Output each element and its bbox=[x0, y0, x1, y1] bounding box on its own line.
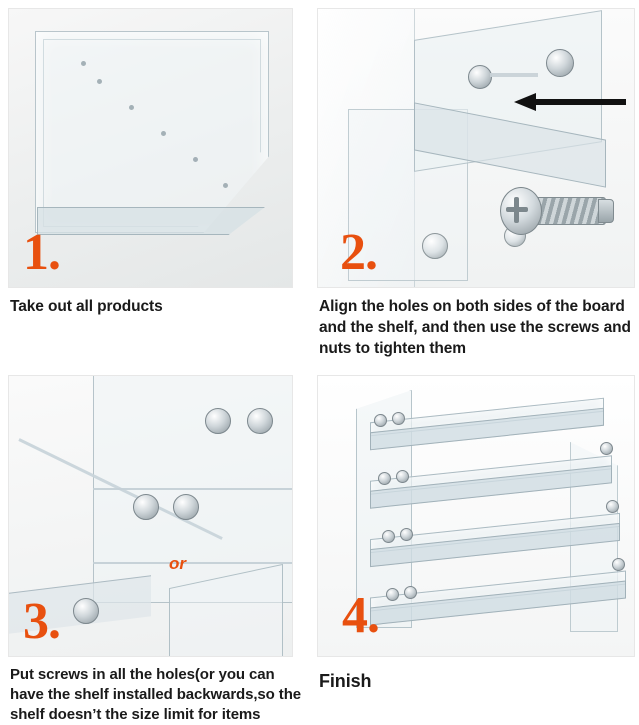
panel-hole bbox=[81, 61, 86, 66]
screw-tip bbox=[598, 199, 614, 223]
shelf-divider-line bbox=[93, 562, 293, 564]
screw-alignment-line bbox=[490, 73, 538, 77]
arrow-head bbox=[514, 93, 536, 111]
step-1-photo bbox=[8, 8, 293, 288]
installed-screw-head bbox=[546, 49, 574, 77]
step-4-caption: Finish bbox=[319, 671, 372, 691]
step-4-number: 4. bbox=[342, 587, 379, 644]
installed-screw-head bbox=[612, 558, 625, 571]
panel-hole bbox=[193, 157, 198, 162]
step-1-number: 1. bbox=[23, 224, 60, 281]
installed-screw-head bbox=[247, 408, 273, 434]
step-2-photo bbox=[317, 8, 635, 288]
installed-screw-head bbox=[378, 472, 391, 485]
step-2-caption: Align the holes on both sides of the board and the shelf, and then use the screws and nuts to tighten them bbox=[319, 298, 631, 357]
installed-screw-head bbox=[468, 65, 492, 89]
step-2-cell bbox=[317, 8, 639, 359]
screw-slot-horizontal bbox=[506, 207, 528, 212]
step-2-number: 2. bbox=[340, 224, 377, 281]
installed-screw-head bbox=[600, 442, 613, 455]
panel-hole bbox=[129, 105, 134, 110]
arrow-shaft bbox=[534, 99, 626, 105]
installed-screw-head bbox=[606, 500, 619, 513]
step-3-number: 3. bbox=[23, 593, 60, 650]
lower-screw-knob bbox=[422, 233, 448, 259]
panel-hole bbox=[161, 131, 166, 136]
step-3-caption: Put screws in all the holes(or you can have the shelf installed backwards,so the shelf doesn’t the size limit for items bbox=[10, 666, 302, 723]
or-label: or bbox=[169, 554, 186, 573]
installed-screw-head bbox=[392, 412, 405, 425]
step-3-cell bbox=[8, 375, 308, 725]
panel-hole bbox=[97, 79, 102, 84]
pointer-arrow bbox=[514, 95, 626, 109]
installed-screw-head bbox=[396, 470, 409, 483]
step-4-photo bbox=[317, 375, 635, 657]
step-1-caption: Take out all products bbox=[10, 298, 163, 315]
installed-screw-head bbox=[133, 494, 159, 520]
step-4-cell bbox=[317, 375, 639, 725]
step-3-photo bbox=[8, 375, 293, 657]
installed-screw-head bbox=[404, 586, 417, 599]
shelf-divider-line bbox=[93, 488, 293, 490]
panel-hole bbox=[223, 183, 228, 188]
installed-screw-head bbox=[400, 528, 413, 541]
installed-screw-head bbox=[173, 494, 199, 520]
installed-screw-head bbox=[386, 588, 399, 601]
installed-screw-head bbox=[382, 530, 395, 543]
step-1-cell bbox=[8, 8, 308, 359]
acrylic-panel-lip bbox=[37, 207, 265, 235]
installed-screw-head bbox=[73, 598, 99, 624]
installed-screw-head bbox=[374, 414, 387, 427]
installed-screw-head bbox=[205, 408, 231, 434]
screw-inset-illustration bbox=[494, 185, 612, 245]
